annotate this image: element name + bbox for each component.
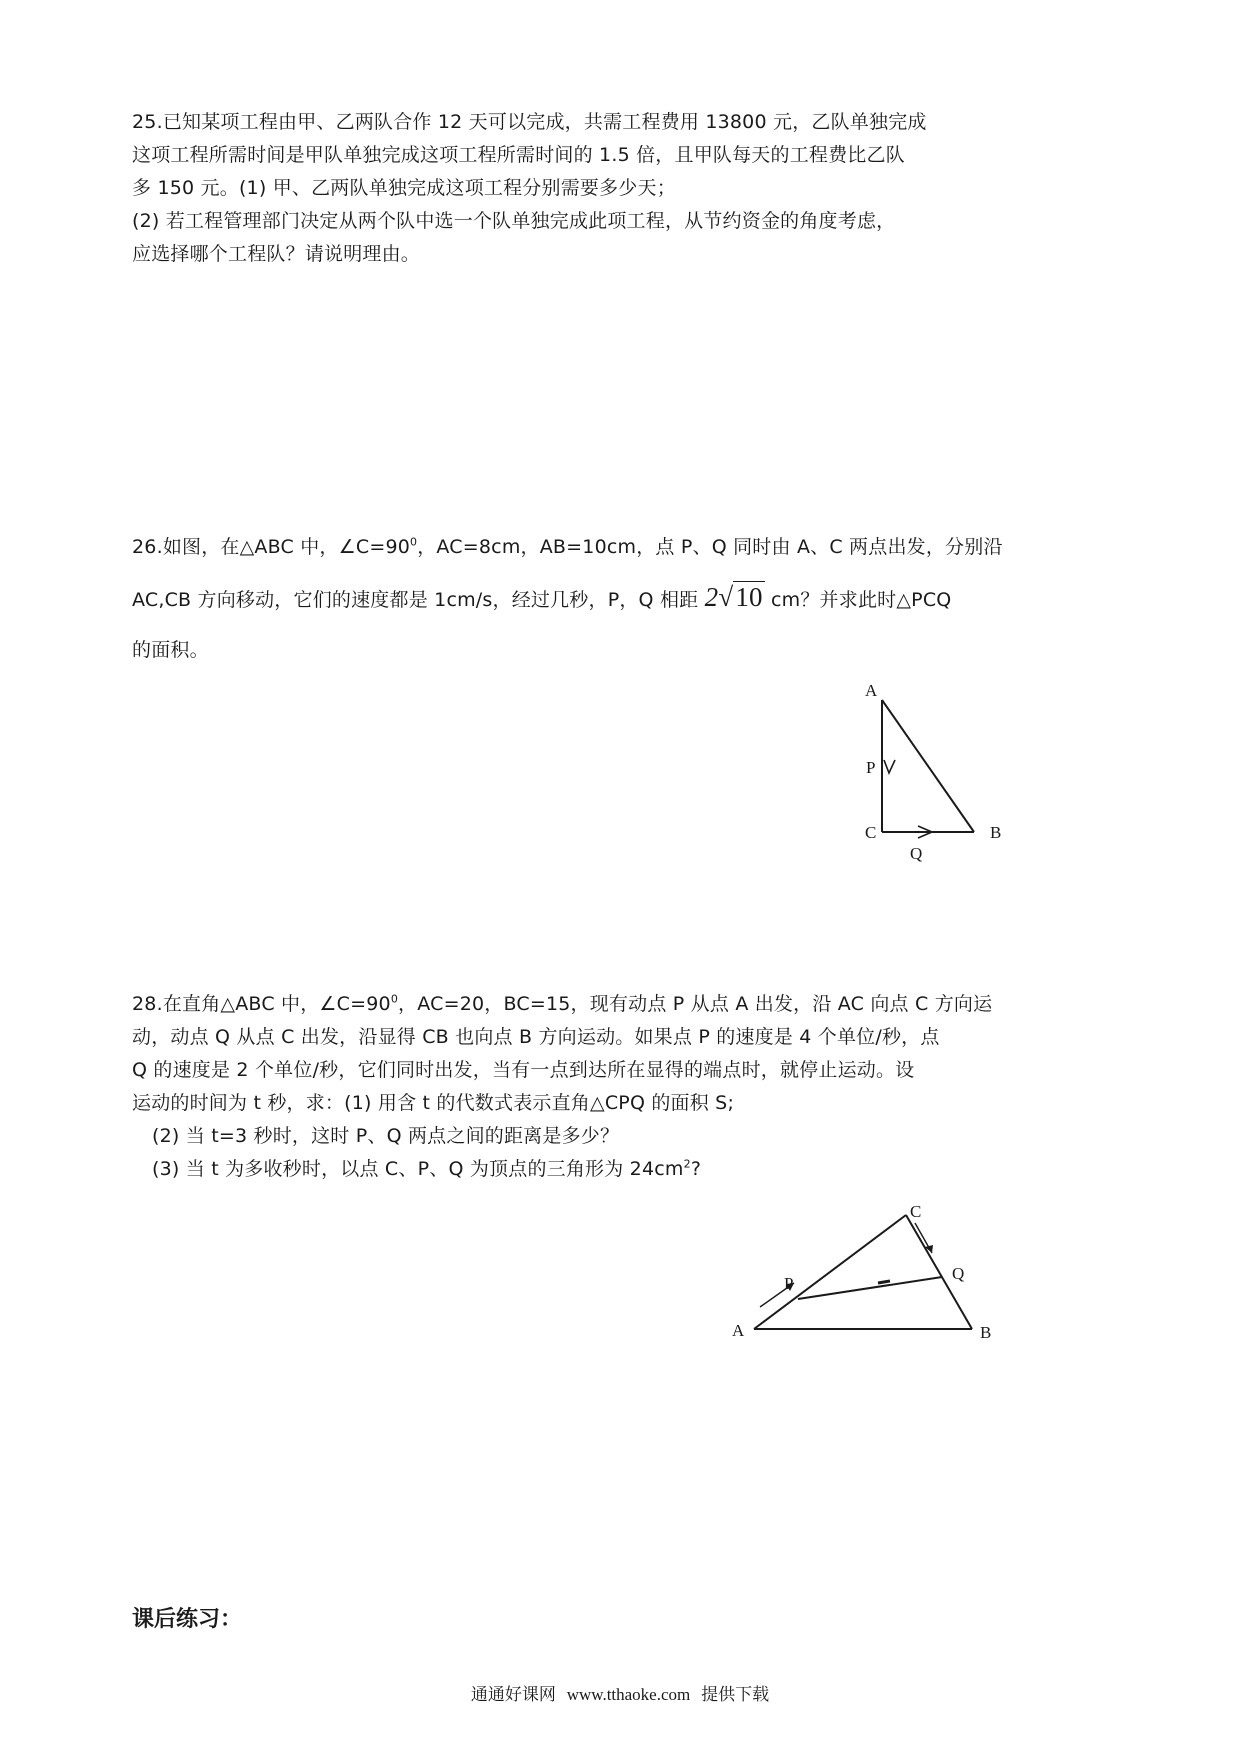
side-ab bbox=[882, 700, 974, 832]
q28-line: (2) 当 t=3 秒时，这时 P、Q 两点之间的距离是多少？ bbox=[152, 1125, 620, 1147]
q26-text: cm？并求此时△PCQ bbox=[771, 589, 952, 611]
formula-radicand: 10 bbox=[735, 582, 763, 612]
question-26 bbox=[132, 522, 1022, 675]
q28-text: ? bbox=[690, 1158, 702, 1180]
label-a: A bbox=[732, 1321, 745, 1340]
section-heading: 课后练习： bbox=[132, 1607, 243, 1632]
label-p: P bbox=[866, 758, 876, 777]
q28-triangle-figure bbox=[720, 1195, 1020, 1360]
q28-line bbox=[132, 1153, 1022, 1186]
label-q: Q bbox=[910, 844, 923, 863]
label-c: C bbox=[910, 1202, 922, 1221]
q28-line: 运动的时间为 t 秒，求：(1) 用含 t 的代数式表示直角△CPQ 的面积 S; bbox=[132, 1092, 735, 1114]
q26-line bbox=[132, 522, 1022, 572]
footer-download-text: 提供下载 bbox=[701, 1685, 770, 1704]
q28-text: (3) 当 t 为多收秒时，以点 C、P、Q 为顶点的三角形为 24cm bbox=[152, 1158, 684, 1180]
footer-url: www.tthaoke.com bbox=[566, 1685, 691, 1704]
label-b: B bbox=[990, 823, 1002, 842]
question-25 bbox=[132, 106, 1022, 271]
footer-site-name: 通通好课网 bbox=[470, 1685, 556, 1704]
distance-formula bbox=[705, 581, 765, 612]
q28-text: ，AC=20，BC=15，现有动点 P 从点 A 出发，沿 AC 向点 C 方向运 bbox=[398, 993, 993, 1015]
q26-text: 26.如图，在△ABC 中，∠C=90 bbox=[132, 536, 411, 558]
label-q: Q bbox=[952, 1264, 965, 1283]
q28-line: Q 的速度是 2 个单位/秒，它们同时出发，当有一点到达所在显得的端点时，就停止运动。设 bbox=[132, 1059, 915, 1081]
question-28 bbox=[132, 988, 1022, 1186]
formula-coefficient: 2 bbox=[704, 582, 719, 612]
q25-line: 应选择哪个工程队？请说明理由。 bbox=[132, 243, 421, 265]
square-superscript: 2 bbox=[683, 1157, 691, 1171]
label-c: C bbox=[865, 823, 877, 842]
q25-line: (2) 若工程管理部门决定从两个队中选一个队单独完成此项工程，从节约资金的角度考虑， bbox=[132, 210, 896, 232]
q26-triangle-figure bbox=[840, 680, 1020, 870]
page-footer bbox=[0, 1680, 1240, 1705]
q26-text: ，AC=8cm，AB=10cm，点 P、Q 同时由 A、C 两点出发，分别沿 bbox=[417, 536, 1003, 558]
q28-line bbox=[132, 988, 1022, 1021]
side-ac bbox=[754, 1215, 906, 1329]
radical-sign: √ bbox=[718, 582, 734, 612]
arrow-p-down-icon bbox=[884, 760, 895, 773]
label-a: A bbox=[865, 681, 878, 700]
q28-text: 28.在直角△ABC 中，∠C=90 bbox=[132, 993, 391, 1015]
degree-superscript: 0 bbox=[410, 535, 418, 549]
q25-line: 25.已知某项工程由甲、乙两队合作 12 天可以完成，共需工程费用 13800 元，乙队单独完成 bbox=[132, 111, 927, 133]
q26-text: AC,CB 方向移动，它们的速度都是 1cm/s，经过几秒，P，Q 相距 bbox=[132, 589, 699, 611]
q26-line: 的面积。 bbox=[132, 639, 209, 661]
q26-line bbox=[132, 572, 1022, 625]
q25-line: 这项工程所需时间是甲队单独完成这项工程所需时间的 1.5 倍，且甲队每天的工程费比乙队 bbox=[132, 144, 905, 166]
degree-superscript: 0 bbox=[390, 992, 399, 1006]
q25-line: 多 150 元。(1) 甲、乙两队单独完成这项工程分别需要多少天； bbox=[132, 177, 676, 199]
label-p: P bbox=[784, 1274, 794, 1293]
pq-tick-mark bbox=[878, 1281, 890, 1283]
q28-line: 动，动点 Q 从点 C 出发，沿显得 CB 也向点 B 方向运动。如果点 P 的速度是 4 个单位/秒，点 bbox=[132, 1026, 940, 1048]
label-b: B bbox=[980, 1323, 992, 1342]
